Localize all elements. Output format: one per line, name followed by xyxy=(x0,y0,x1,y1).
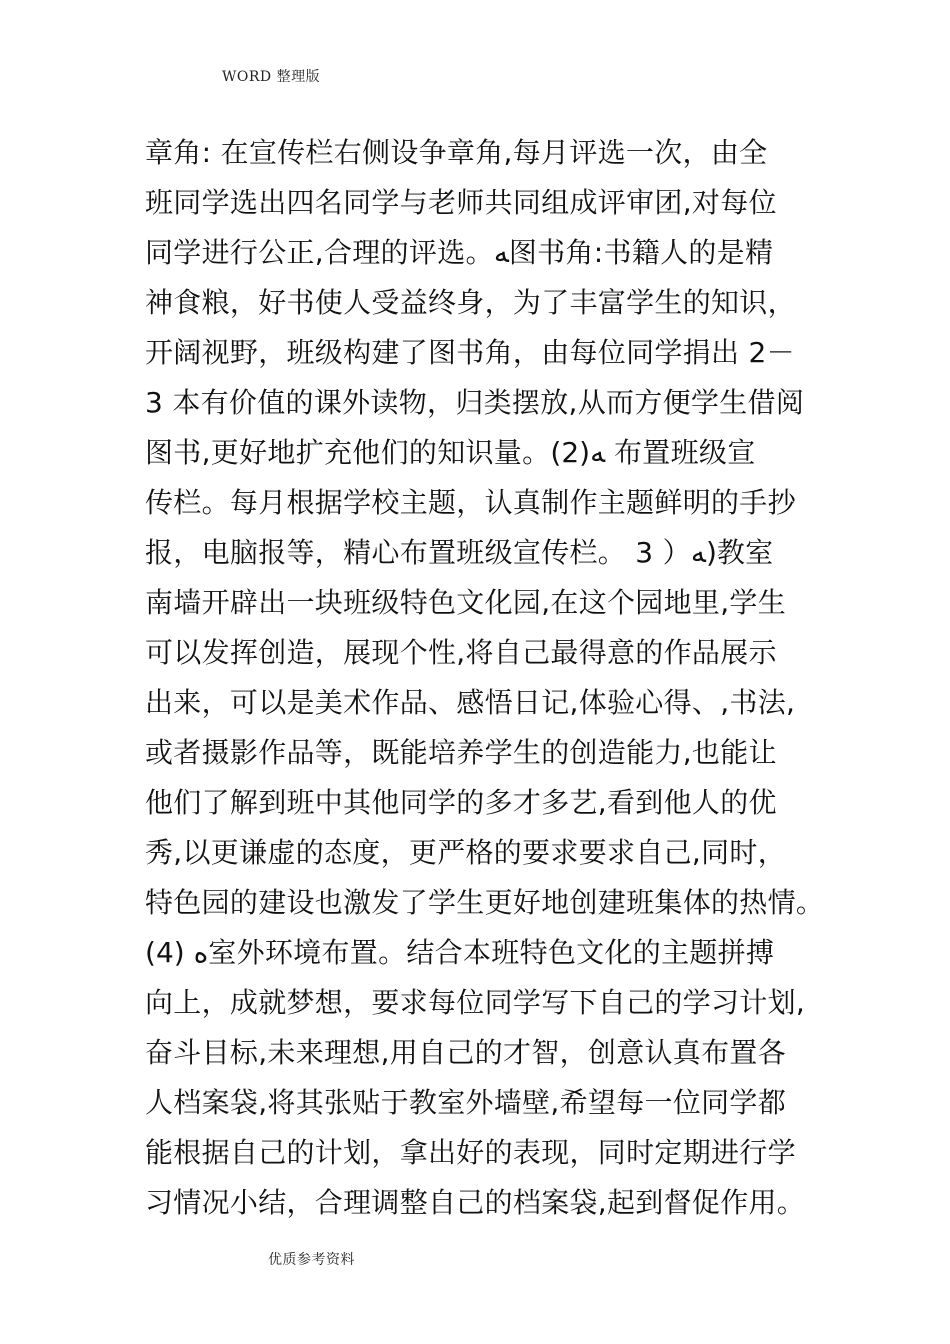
text-line: 传栏。每月根据学校主题，认真制作主题鲜明的手抄 xyxy=(145,486,796,519)
page-header: WORD 整理版 xyxy=(222,69,321,85)
text-line: 章角: 在宣传栏右侧设争章角,每月评选一次，由全 xyxy=(145,136,768,169)
text-line: 能根据自己的计划，拿出好的表现，同时定期进行学 xyxy=(145,1136,796,1169)
text-line: 班同学选出四名同学与老师共同组成评审团,对每位 xyxy=(145,186,777,219)
text-line: 神食粮，好书使人受益终身，为了丰富学生的知识， xyxy=(145,286,796,319)
text-line: 习情况小结，合理调整自己的档案袋,起到督促作用。 xyxy=(145,1186,806,1219)
page-footer: 优质参考资料 xyxy=(268,1252,355,1268)
text-line: 奋斗目标,未来理想,用自己的才智，创意认真布置各 xyxy=(145,1036,787,1069)
text-line: 同学进行公正,合理的评选。ﻪ图书角:书籍人的是精 xyxy=(145,236,774,269)
body-text xyxy=(145,128,835,1228)
text-line: 3 本有价值的课外读物，归类摆放,从而方便学生借阅 xyxy=(145,386,805,419)
text-line: 开阔视野，班级构建了图书角，由每位同学捐出 2－ xyxy=(145,336,795,369)
text-line: 特色园的建设也激发了学生更好地创建班集体的热情。 xyxy=(145,886,825,919)
text-line: 报，电脑报等，精心布置班级宣传栏。 3 ）ﻪ)教室 xyxy=(145,536,774,569)
text-line: 秀,以更谦虚的态度，更严格的要求要求自己,同时， xyxy=(145,836,787,869)
text-line: 或者摄影作品等，既能培养学生的创造能力,也能让 xyxy=(145,736,777,769)
text-line: 他们了解到班中其他同学的多才多艺,看到他人的优 xyxy=(145,786,777,819)
text-line: 南墙开辟出一块班级特色文化园,在这个园地里,学生 xyxy=(145,586,787,619)
text-line: 图书,更好地扩充他们的知识量。ﻪ(2) 布置班级宣 xyxy=(145,436,756,469)
text-line: 人档案袋,将其张贴于教室外墙壁,希望每一位同学都 xyxy=(145,1086,787,1119)
text-line: 向上，成就梦想，要求每位同学写下自己的学习计划, xyxy=(145,986,806,1019)
text-line: 可以发挥创造，展现个性,将自己最得意的作品展示 xyxy=(145,636,777,669)
text-line: 出来，可以是美术作品、感悟日记,体验心得、,书法, xyxy=(145,686,796,719)
text-line: ﻩ (4)室外环境布置。结合本班特色文化的主题拼搏 xyxy=(145,936,775,969)
